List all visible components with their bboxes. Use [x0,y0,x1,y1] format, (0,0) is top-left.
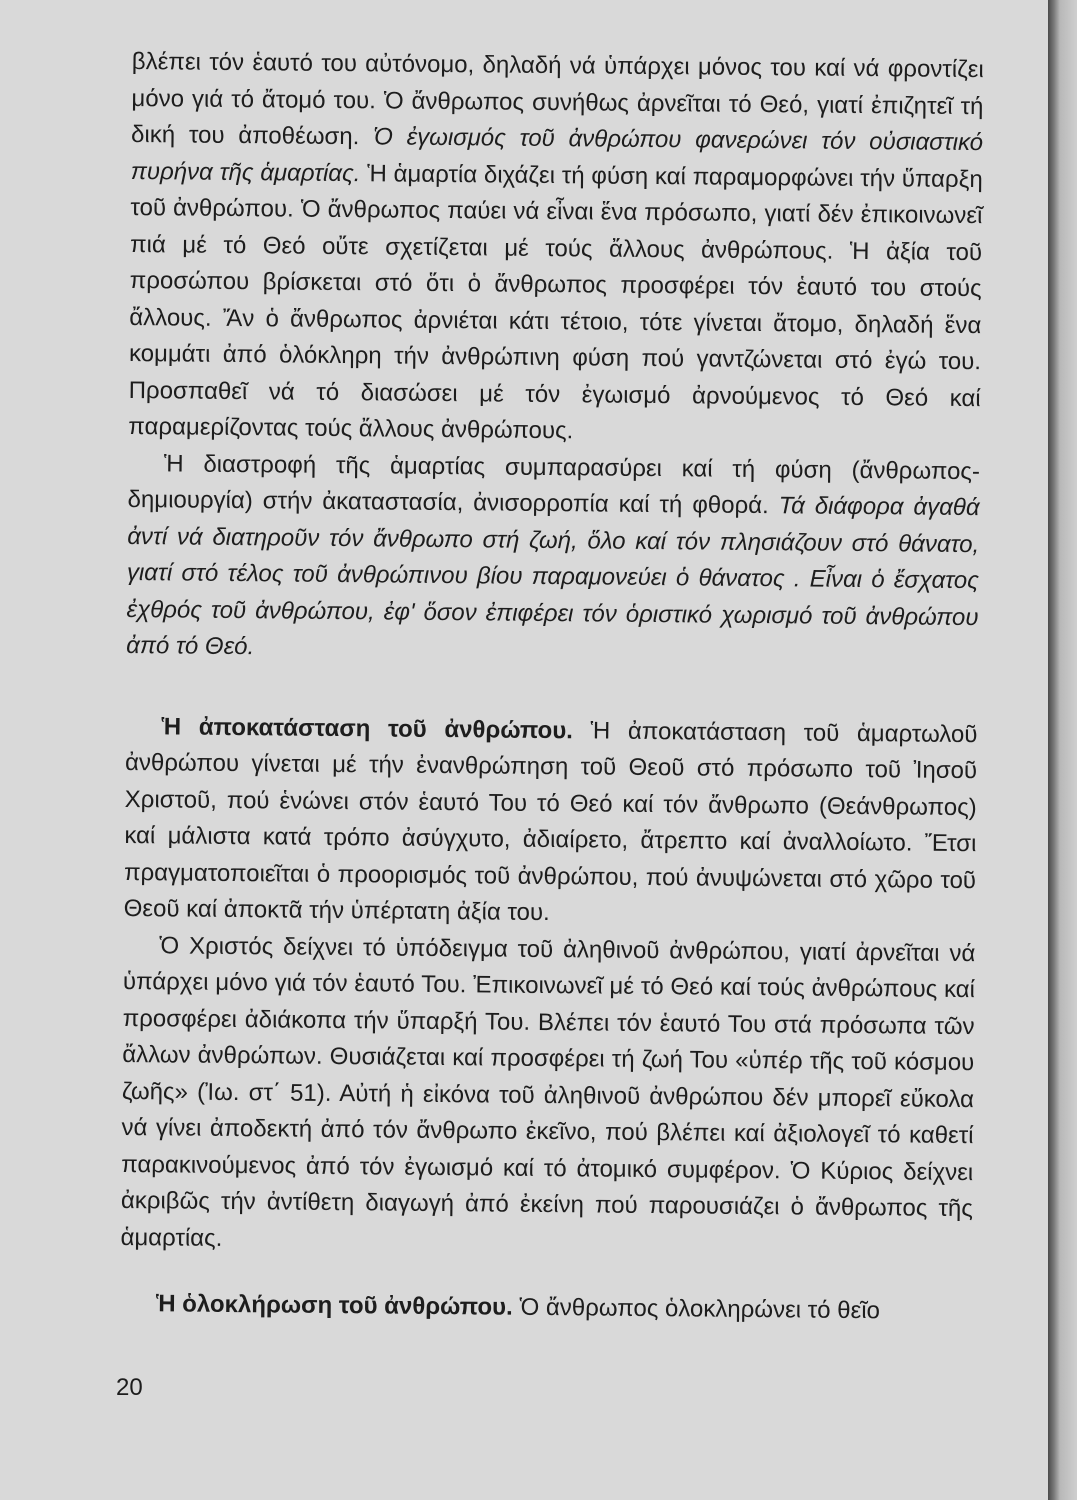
section-heading: Ἡ ἀποκατάσταση τοῦ ἀνθρώπου. [161,712,574,744]
page-number: 20 [116,1374,143,1401]
paragraph [126,445,980,672]
text-segment: Ὁ ἄνθρωπος ὁλοκληρώνει τό θεῖο [512,1293,881,1325]
text-segment: Ὁ Χριστός δείχνει τό ὑπόδειγμα τοῦ ἀληθινοῦ ἀνθρώπου, γιατί ἀρνεῖται νά ὑπάρχει μόνο γιά τόν ἑαυτό Του. Ἐπικοινωνεῖ μέ τό Θεό καί τούς ἀνθρώπους καί προσφέρει ἀδιάκοπα τήν ὕπαρξή Του. Βλέπει τόν ἑαυτό Του στά πρόσωπα τῶν ἄλλων ἀνθρώπων. Θυσιάζεται καί προσφέρει τή ζωή Του «ὑπέρ τῆς τοῦ κόσμου ζωῆς» (Ἰω. στ΄ 51). Αὐτή ἡ εἰκόνα τοῦ ἀληθινοῦ ἀνθρώπου δέν μπορεῖ εὔκολα νά γίνει ἀποδεκτή ἀπό τόν ἄνθρωπο ἐκεῖνο, πού βλέπει καί ἀξιολογεῖ τό καθετί παρακινούμενος ἀπό τόν ἐγωισμό καί τό ἀτομικό συμφέρον. Ὁ Κύριος δείχνει ἀκριβῶς τήν ἀντίθετη διαγωγή ἀπό ἐκείνη πού παρουσιάζει ὁ ἄνθρωπος τῆς ἁμαρτίας. [120,931,976,1252]
body-text [120,44,984,1331]
paragraph [128,44,984,454]
italic-text-segment: Ὁ ἐγωισμός τοῦ ἀνθρώπου φανερώνει τόν οὐσιαστικό πυρήνα τῆς ἁμαρτίας. [130,123,984,187]
text-segment: Ἡ ἀποκατάσταση τοῦ ἁμαρτωλοῦ ἀνθρώπου γίνεται μέ τήν ἐνανθρώπηση τοῦ Θεοῦ στό πρόσωπο τοῦ Ἰησοῦ Χριστοῦ, πού ἑνώνει στόν ἑαυτό Του τό Θεό καί τόν ἄνθρωπο (Θεάνθρωπος) καί μάλιστα κατά τρόπο ἀσύγχυτο, ἀδιαίρετο, ἄτρεπτο καί ἀναλλοίωτο. Ἔτσι πραγματοποιεῖται ὁ προορισμός τοῦ ἀνθρώπου, πού ἀνυψώνεται στό χῶρο τοῦ Θεοῦ καί ἀποκτᾶ τήν ὑπέρτατη ἀξία του. [123,716,978,927]
paragraph [120,927,975,1264]
section-paragraph-completion [120,1286,972,1331]
section-paragraph-restoration [124,708,978,935]
section-heading: Ἡ ὁλοκλήρωση τοῦ ἀνθρώπου. [155,1290,513,1321]
italic-text-segment: Τά διάφορα ἀγαθά ἀντί νά διατηροῦν τόν ἄνθρωπο στή ζωή, ὅλο καί τόν πλησιάζουν στό θάνατο, γιατί στό τέλος τοῦ ἀνθρώπινου βίου παραμονεύει ὁ θάνατος . Εἶναι ὁ ἔσχατος ἐχθρός τοῦ ἀνθρώπου, ἐφ' ὅσον ἐπιφέρει τόν ὁριστικό χωρισμό τοῦ ἀνθρώπου ἀπό τό Θεό. [126,492,980,661]
text-segment: Ἡ διαστροφή τῆς ἁμαρτίας συμπαρασύρει καί τή φύση (ἄνθρωπος-δημιουργία) στήν ἀκαταστασία, ἀνισορροπία καί τή φθορά. [127,449,981,520]
book-spine-edge [1048,0,1077,1500]
text-segment: Ἡ ἁμαρτία διχάζει τή φύση καί παραμορφώνει τήν ὕπαρξη τοῦ ἀνθρώπου. Ὁ ἄνθρωπος παύει νά εἶναι ἕνα πρόσωπο, γιατί δέν ἐπικοινωνεῖ πιά μέ τό Θεό οὔτε σχετίζεται μέ τούς ἄλλους ἀνθρώπους. Ἡ ἀξία τοῦ προσώπου βρίσκεται στό ὅτι ὁ ἄνθρωπος προσφέρει τόν ἑαυτό του στούς ἄλλους. Ἄν ὁ ἄνθρωπος ἀρνιέται κάτι τέτοιο, τότε γίνεται ἄτομο, δηλαδή ἕνα κομμάτι ἀπό ὁλόκληρη τήν ἀνθρώπινη φύση πού γαντζώνεται στό ἐγώ του. Προσπαθεῖ νά τό διασώσει μέ τόν ἐγωισμό ἀρνούμενος τό Θεό καί παραμερίζοντας τούς ἄλλους ἀνθρώπους. [128,159,983,445]
text-segment: βλέπει τόν ἑαυτό του αὐτόνομο, δηλαδή νά ὑπάρχει μόνος του καί νά φροντίζει μόνο γιά τό ἄτομό του. Ὁ ἄνθρωπος συνήθως ἀρνεῖται τό Θεό, γιατί ἐπιζητεῖ τή δική του ἀποθέωση. [131,47,984,151]
